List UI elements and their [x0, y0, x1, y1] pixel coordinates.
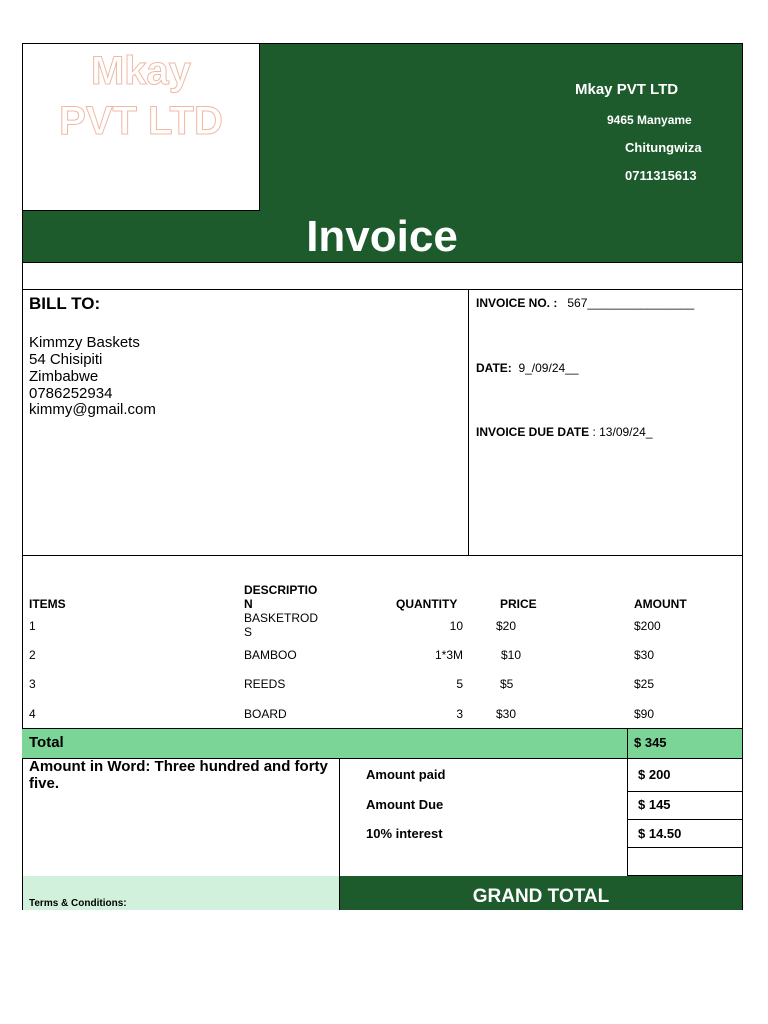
invoice-date-label: DATE: — [476, 361, 512, 375]
row-item: 2 — [29, 648, 36, 662]
company-name: Mkay PVT LTD — [575, 81, 679, 98]
description-header — [244, 583, 317, 611]
invoice-due-label: INVOICE DUE DATE — [476, 425, 590, 439]
items-header: ITEMS — [29, 597, 66, 611]
row-description-line-1: BASKETROD — [244, 611, 319, 625]
invoice-date — [476, 361, 579, 375]
row-quantity: 5 — [456, 677, 463, 691]
row-item: 3 — [29, 677, 36, 691]
interest-label: 10% interest — [366, 826, 443, 841]
row-quantity: 1*3M — [434, 648, 463, 662]
client-email: kimmy@gmail.com — [29, 401, 156, 418]
row-item: 4 — [29, 707, 36, 721]
amount-due-label: Amount Due — [366, 797, 444, 812]
invoice-date-value: 9_/09/24__ — [518, 361, 579, 375]
invoice-number — [476, 296, 694, 310]
logo-line-2: PVT LTD — [59, 99, 223, 143]
row-quantity: 3 — [456, 707, 463, 721]
company-logo — [22, 46, 260, 146]
row-price: $30 — [496, 707, 517, 721]
frame-right — [742, 43, 743, 910]
row-item: 1 — [29, 619, 36, 633]
total-label: Total — [29, 734, 64, 751]
amount-in-words: Amount in Word: Three hundred and forty five. — [29, 758, 328, 792]
invoice-due-value: : 13/09/24_ — [592, 425, 653, 439]
divider — [22, 262, 742, 263]
total-value: $ 345 — [634, 735, 667, 750]
client-street: 54 Chisipiti — [29, 351, 103, 368]
row-description-line-2: S — [244, 625, 253, 639]
divider — [22, 555, 742, 556]
description-header-line-1: DESCRIPTIO — [244, 583, 318, 597]
divider — [22, 728, 742, 729]
header-band — [260, 43, 742, 211]
client-name: Kimmzy Baskets — [29, 334, 140, 351]
row-amount: $90 — [634, 707, 655, 721]
row-description — [244, 611, 318, 639]
grand-total-label: GRAND TOTAL — [472, 886, 610, 907]
row-amount: $200 — [634, 619, 661, 633]
row-description: BOARD — [244, 707, 287, 721]
amount-header: AMOUNT — [634, 597, 687, 611]
invoice-number-value: 567________________ — [567, 296, 695, 310]
divider — [468, 289, 469, 555]
client-country: Zimbabwe — [29, 368, 99, 385]
row-amount: $25 — [634, 677, 655, 691]
row-price: $5 — [500, 677, 514, 691]
invoice-number-label: INVOICE NO. : — [476, 296, 558, 310]
frame-left — [22, 43, 23, 910]
row-description: REEDS — [244, 677, 286, 691]
quantity-header: QUANTITY — [396, 597, 458, 611]
company-city: Chitungwiza — [625, 140, 702, 155]
invoice-title: Invoice — [306, 212, 458, 261]
row-amount: $30 — [634, 648, 655, 662]
description-header-line-2: N — [244, 597, 253, 611]
row-price: $20 — [496, 619, 517, 633]
interest-value: $ 14.50 — [638, 826, 682, 841]
divider — [627, 819, 742, 820]
divider — [627, 847, 742, 848]
amount-paid-value: $ 200 — [638, 767, 671, 782]
company-street: 9465 Manyame — [607, 113, 692, 127]
row-description: BAMBOO — [244, 648, 297, 662]
frame-top — [22, 43, 742, 44]
invoice-due-date — [476, 425, 653, 439]
terms-label: Terms & Conditions: — [29, 898, 127, 909]
amount-due-value: $ 145 — [638, 797, 671, 812]
row-price: $10 — [501, 648, 522, 662]
price-header: PRICE — [500, 597, 537, 611]
client-phone: 0786252934 — [29, 385, 113, 402]
row-quantity: 10 — [449, 619, 463, 633]
bill-to-label: BILL TO: — [29, 294, 101, 313]
amount-paid-label: Amount paid — [366, 767, 446, 782]
divider — [22, 289, 742, 290]
divider — [627, 791, 742, 792]
company-phone: 0711315613 — [625, 168, 697, 183]
divider — [627, 728, 628, 876]
logo-line-1: Mkay — [90, 49, 192, 93]
